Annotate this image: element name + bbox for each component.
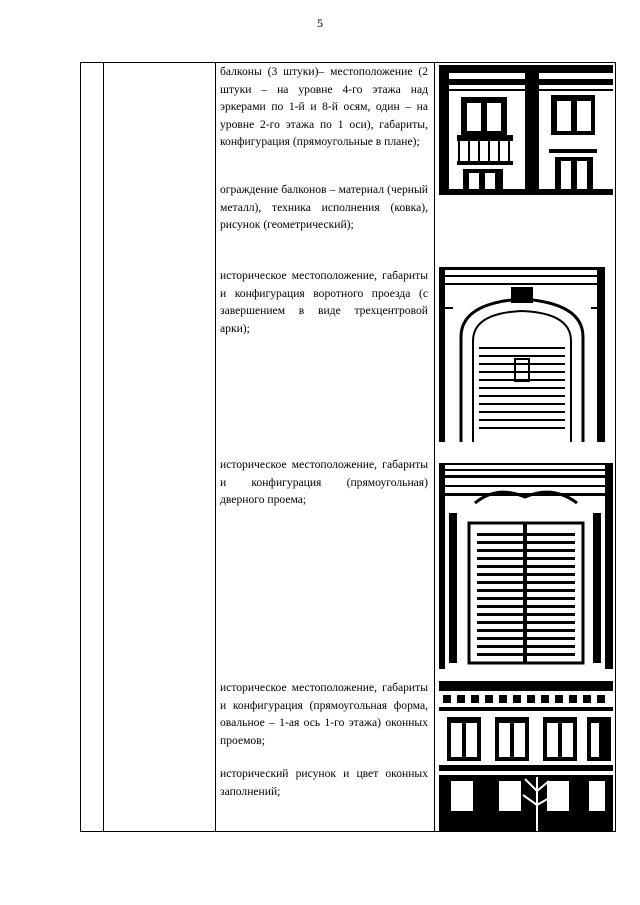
window-openings-photo [439, 681, 613, 831]
object-column [104, 63, 216, 832]
page-number: 5 [317, 16, 323, 30]
photo-column [435, 63, 616, 832]
description-window-openings: историческое местоположение, габариты и конфигурация (прямоугольная форма, овальное – 1-ая ось 1-го этажа) оконных проемов; [220, 681, 428, 747]
description-gateway: историческое местоположение, габариты и конфигурация воротного проезда (с завершением в виде трехцентровой арки); [220, 269, 428, 335]
gateway-arch-photo [439, 267, 605, 442]
description-balconies: балконы (3 штуки)– местоположение (2 штуки – на уровне 4-го этажа над эркерами по 1-й и 8-й осям, один – на уровне 2-го этажа по 1 оси), габариты, конфигурация (прямоугольные в плане); [220, 65, 428, 148]
description-balcony-railing: ограждение балконов – материал (черный металл), техника исполнения (ковка), рисунок (геометрический); [220, 183, 428, 231]
description-window-fillings: исторический рисунок и цвет оконных заполнений; [220, 767, 428, 798]
description-column [216, 63, 435, 832]
number-column [81, 63, 104, 832]
regulations-table [80, 62, 616, 832]
description-door-opening: историческое местоположение, габариты и конфигурация (прямоугольная) дверного проема; [220, 458, 428, 506]
door-opening-photo [439, 463, 613, 669]
facade-balconies-photo [439, 65, 613, 195]
